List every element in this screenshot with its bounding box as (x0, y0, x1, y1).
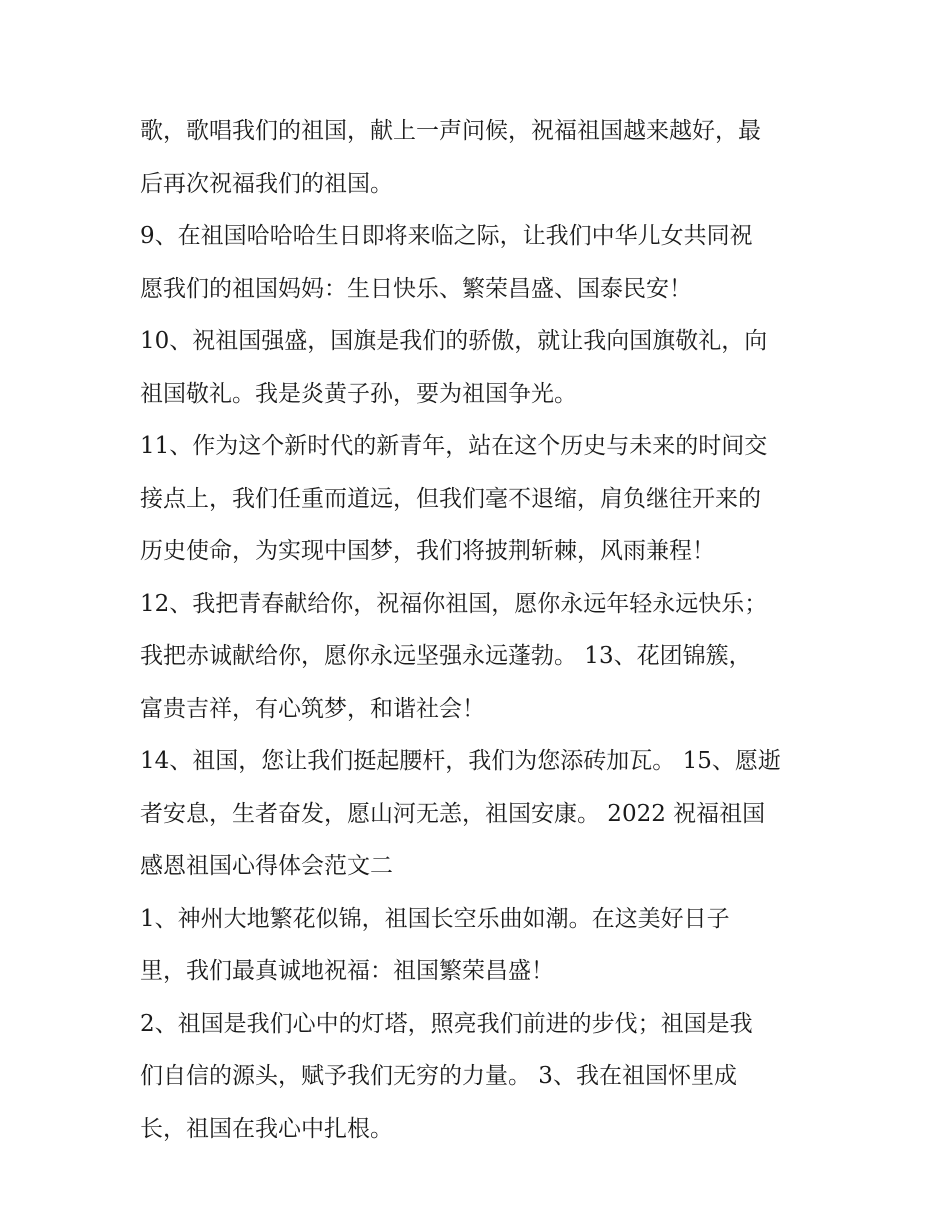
text-line: 1、神州大地繁花似锦，祖国长空乐曲如潮。在这美好日子 (140, 905, 730, 932)
text-line: 12、我把青春献给你，祝福你祖国，愿你永远年轻永远快乐； (140, 590, 768, 617)
text-line: 后再次祝福我们的祖国。 (140, 170, 393, 197)
text-line: 歌，歌唱我们的祖国，献上一声问候，祝福祖国越来越好，最 (140, 118, 761, 144)
text-line: 2、祖国是我们心中的灯塔，照亮我们前进的步伐；祖国是我 (140, 1010, 753, 1037)
text-line: 我把赤诚献给你，愿你永远坚强永远蓬勃。 13、花团锦簇， (140, 643, 752, 669)
text-line: 里，我们最真诚地祝福：祖国繁荣昌盛！ (140, 958, 554, 984)
text-line: 富贵吉祥，有心筑梦，和谐社会！ (140, 695, 485, 722)
text-line: 14、祖国，您让我们挺起腰杆，我们为您添砖加瓦。 15、愿逝 (140, 748, 781, 774)
text-line: 感恩祖国心得体会范文二 (140, 853, 393, 879)
text-line: 愿我们的祖国妈妈：生日快乐、繁荣昌盛、国泰民安！ (140, 275, 692, 302)
text-line: 11、作为这个新时代的新青年，站在这个历史与未来的时间交 (140, 433, 768, 459)
text-line: 10、祝祖国强盛，国旗是我们的骄傲，就让我向国旗敬礼，向 (140, 328, 768, 354)
text-line: 历史使命，为实现中国梦，我们将披荆斩棘，风雨兼程！ (140, 538, 715, 564)
document-body (140, 105, 830, 1155)
text-line: 长，祖国在我心中扎根。 (140, 1115, 393, 1142)
text-line: 接点上，我们任重而道远，但我们毫不退缩，肩负继往开来的 (140, 485, 761, 512)
text-line: 祖国敬礼。我是炎黄子孙，要为祖国争光。 (140, 380, 577, 407)
text-line: 9、在祖国哈哈哈生日即将来临之际，让我们中华儿女共同祝 (140, 223, 753, 249)
text-line: 者安息，生者奋发，愿山河无恙，祖国安康。 2022 祝福祖国 (140, 800, 766, 827)
text-line: 们自信的源头，赋予我们无穷的力量。 3、我在祖国怀里成 (140, 1063, 737, 1089)
